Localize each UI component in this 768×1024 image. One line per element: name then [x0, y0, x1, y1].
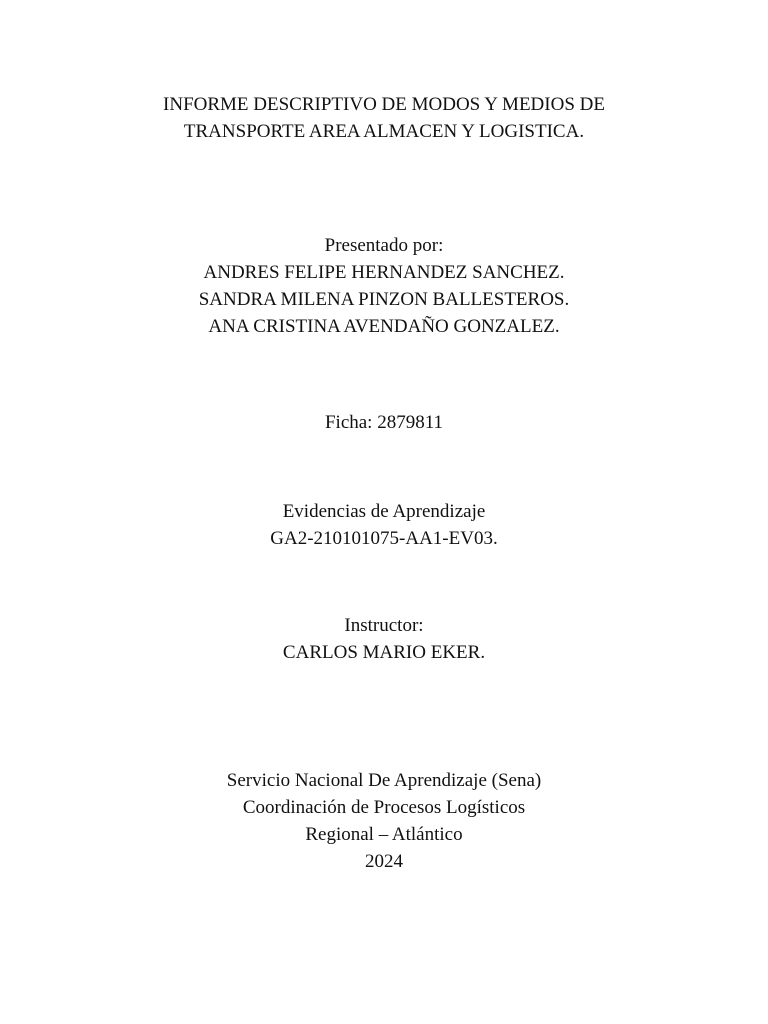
author-name: ANA CRISTINA AVENDAÑO GONZALEZ. — [208, 316, 560, 337]
coordination-name: Coordinación de Procesos Logísticos — [242, 797, 526, 818]
document-year: 2024 — [365, 851, 403, 872]
evidence-code: GA2-210101075-AA1-EV03. — [270, 528, 498, 549]
regional-name: Regional – Atlántico — [305, 824, 463, 845]
author-name: SANDRA MILENA PINZON BALLESTEROS. — [198, 289, 570, 310]
evidence-label: Evidencias de Aprendizaje — [282, 501, 486, 522]
instructor-name: CARLOS MARIO EKER. — [282, 642, 486, 663]
instructor-label: Instructor: — [344, 615, 424, 636]
instructor-section — [0, 612, 768, 666]
document-title — [0, 91, 768, 145]
institution-name: Servicio Nacional De Aprendizaje (Sena) — [226, 770, 542, 791]
title-line-1: INFORME DESCRIPTIVO DE MODOS Y MEDIOS DE — [163, 94, 605, 115]
institution-section — [0, 767, 768, 875]
ficha-text: Ficha: 2879811 — [324, 412, 444, 433]
presented-by-section — [0, 232, 768, 340]
presented-by-label: Presentado por: — [324, 235, 444, 256]
ficha-section — [0, 409, 768, 436]
author-name: ANDRES FELIPE HERNANDEZ SANCHEZ. — [203, 262, 565, 283]
evidence-section — [0, 498, 768, 552]
title-line-2: TRANSPORTE AREA ALMACEN Y LOGISTICA. — [183, 121, 585, 142]
